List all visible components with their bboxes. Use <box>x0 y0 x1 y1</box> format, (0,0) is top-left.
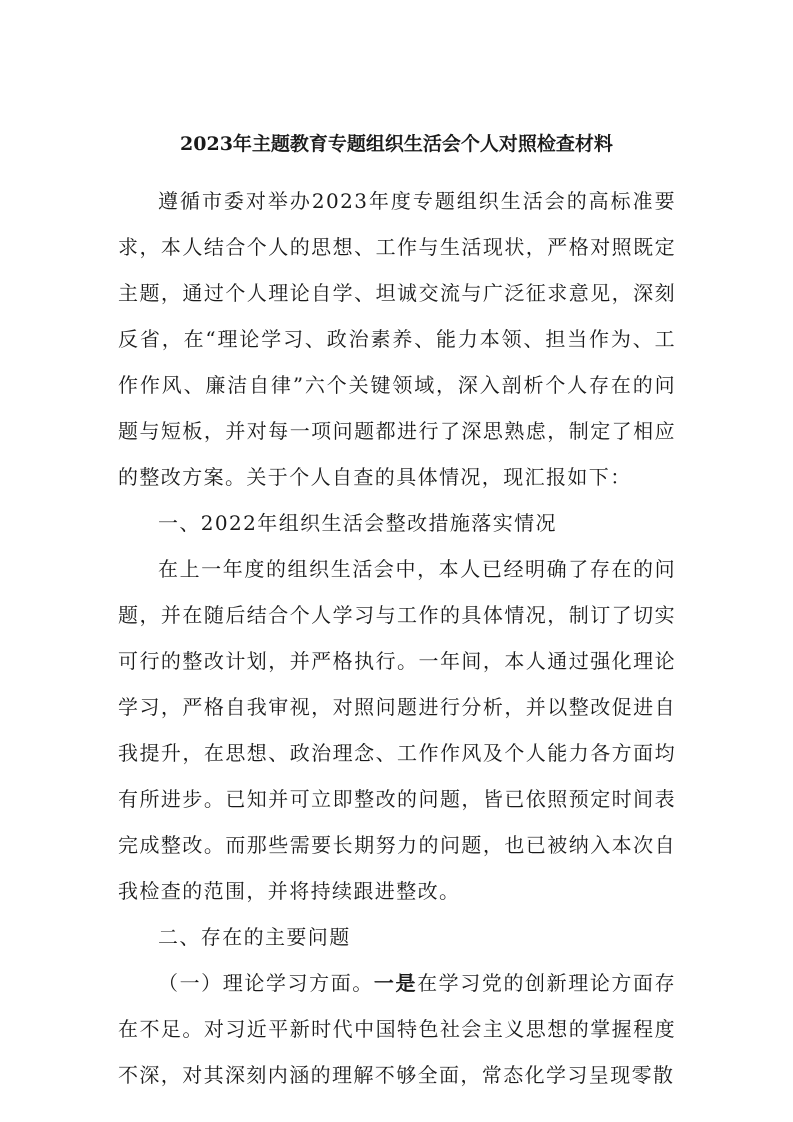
intro-paragraph: 遵循市委对举办2023年度专题组织生活会的高标准要求，本人结合个人的思想、工作与生活现状，严格对照既定主题，通过个人理论自学、坦诚交流与广泛征求意见，深刻反省，在“理论学习、政治素养、能力本领、担当作为、工作作风、廉洁自律”六个关键领域，深入剖析个人存在的问题与短板，并对每一项问题都进行了深思熟虑，制定了相应的整改方案。关于个人自查的具体情况，现汇报如下： <box>118 189 676 489</box>
section-heading-2: 二、存在的主要问题 <box>158 925 351 949</box>
subsection-1-prefix: （一）理论学习方面。 <box>158 971 374 995</box>
document-body <box>118 178 676 1098</box>
document-title: 2023年主题教育专题组织生活会个人对照检查材料 <box>180 133 613 155</box>
subsection-1-lead: 一是 <box>373 971 418 995</box>
subsection-1-text: 在学习党的创新理论方面存在不足。对习近平新时代中国特色社会主义思想的掌握程度不深，对其深刻内涵的理解不够全面，常态化学习呈现零散 <box>118 971 676 1087</box>
section-1-paragraph: 在上一年度的组织生活会中，本人已经明确了存在的问题，并在随后结合个人学习与工作的具体情况，制订了切实可行的整改计划，并严格执行。一年间，本人通过强化理论学习，严格自我审视，对照问题进行分析，并以整改促进自我提升，在思想、政治理念、工作作风及个人能力各方面均有所进步。已知并可立即整改的问题，皆已依照预定时间表完成整改。而那些需要长期努力的问题，也已被纳入本次自我检查的范围，并将持续跟进整改。 <box>118 557 676 903</box>
subsection-1-paragraph <box>118 960 676 1098</box>
section-heading-1: 一、2022年组织生活会整改措施落实情况 <box>158 511 557 535</box>
